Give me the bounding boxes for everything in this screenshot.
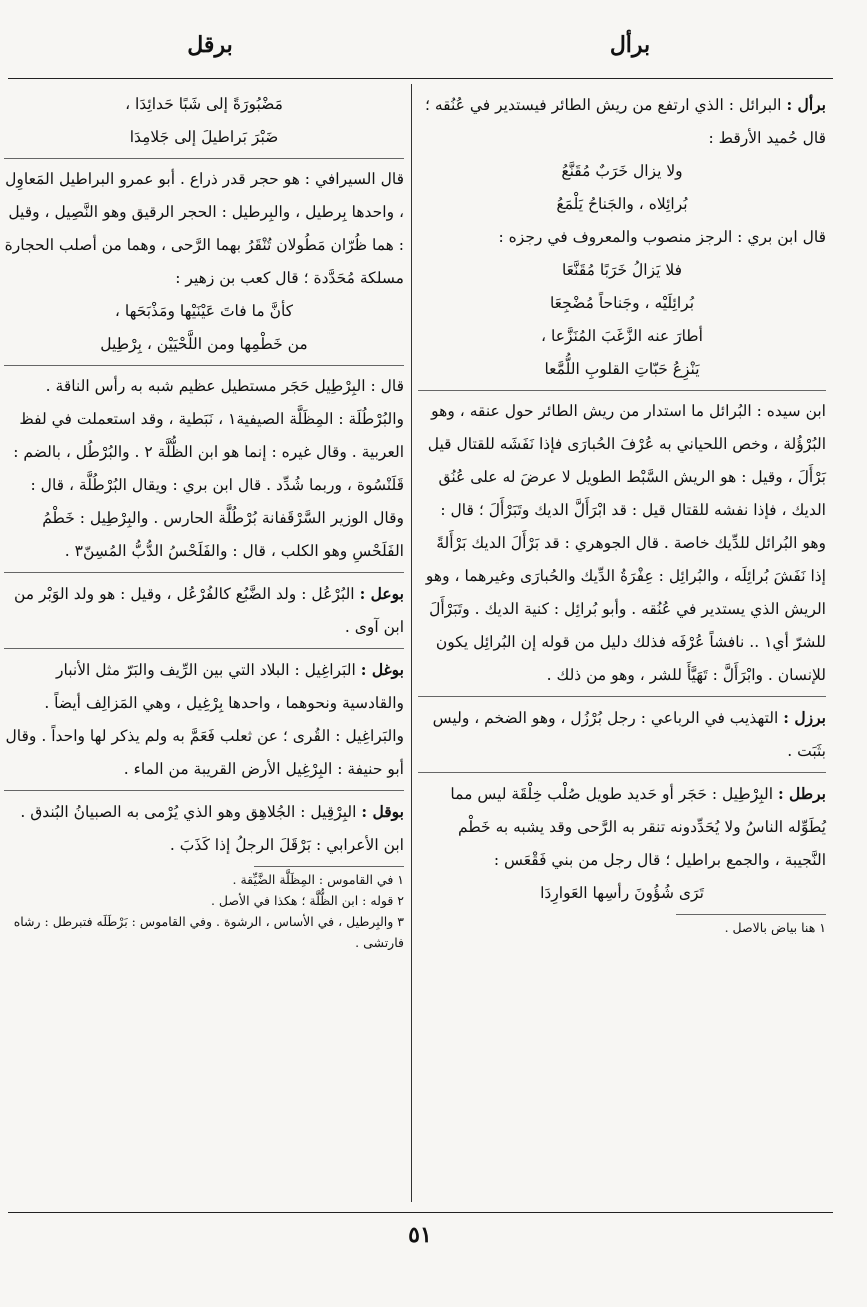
verse-line: تَرَى شُؤُونَ رأسِها العَوارِدَا xyxy=(540,884,704,902)
paragraph: قال السيرافي : هو حجر قدر ذراع . أبو عمرو البراطيل المَعاوِل ، واحدها بِرطيل ، والبِرطيل : الحجر الرقيق وهو النَّصِيل ، وقيل : هما ظُرّان مَطُولان تُنْقَرُ بهما الرَّحى ، وهما من أصلب الحجارة مسلكة مُحَدَّدة ؛ قال كعب بن زهير : xyxy=(4,170,404,287)
entry-text: البُرْعُل : ولد الضَّبُع كالفُرْعُل ، وقيل : هو ولد الوَبْر من ابن آوى . xyxy=(13,585,404,636)
footnote-separator xyxy=(254,866,404,867)
separator xyxy=(4,572,404,573)
verse-line: أطارَ عنه الزَّغَبَ المُنَزَّعا ، xyxy=(541,327,703,345)
verse-line: كأنَّ ما فاتَ عَيْنَيْها ومَذْبَحَها ، xyxy=(114,302,294,320)
separator xyxy=(418,772,826,773)
entry-bartal xyxy=(418,777,826,877)
entry-head-barghal: بوغل : xyxy=(360,660,404,679)
entry-text: التهذيب في الرباعي : رجل بُرْزُل ، وهو الضخم ، وليس بثَبَت . xyxy=(432,709,826,760)
separator xyxy=(4,365,404,366)
entry-baral xyxy=(4,577,404,644)
bottom-rule xyxy=(8,1212,833,1213)
right-column xyxy=(418,88,826,938)
separator xyxy=(4,790,404,791)
header-right-title: برأل xyxy=(609,32,651,58)
verse-line: ولا يزال خَرَبٌ مُقَنَّعُ xyxy=(561,162,683,180)
page-number: ٥١ xyxy=(408,1222,432,1248)
footnote: ١ في القاموس : المِظَلَّة الضَّيِّقة . xyxy=(232,872,404,887)
entry-text: البِرْطِيل : حَجَر أو حَديد طويل صُلْب خِلْقَة ليس مما يُطَوِّله الناسُ ولا يُحَدِّدونه تنقر به الرَّحى وقد يشبه به خَطْم النَّجيبة ، والجمع براطيل ؛ قال رجل من بني فَقْعَس : xyxy=(450,785,826,869)
verse-line: يَنْزِعُ حَبّاتِ القلوبِ اللُّمَّعا xyxy=(544,360,700,378)
verse-line: بُرائِلَيْه ، وجَناحاً مُضْجِعَا xyxy=(549,294,695,312)
paragraph: ابن سيده : البُرائل ما استدار من ريش الطائر حول عنقه ، وهو البُرْؤُلة ، وخص اللحياني به عُرْفَ الحُبارَى فإذا نَفَشَه للقتال قيل بَرْأَلَ ، وقيل : هو الريش السَّبْط الطويل لا عرضَ له على عُنُق الديك ، فإذا نفشه للقتال قيل : قد ابْرَأَلَّ الديك وتَبَرْأَلَ ؛ قال : وهو البُرائل للدِّيك خاصة . قال الجوهري : قد بَرْأَلَ الديك بَرْأَلةً إذا نَفَشَ بُرائِلَه ، والبُرائِل : عِفْرَةُ الدِّيك والحُبارَى وغيرهما ، وهو الريش الذي يستدير في عُنُقه . وأبو بُرائِل : كنية الديك . وتَبَرْأَلَ للشرّ أي١ .. نافشاً عُرْفَه فذلك دليل من قوله إن البُرائِل يكون للإنسان . وابْرَأَلَّ : تَهَيَّأَ للشر ، وهو من ذلك . xyxy=(425,402,826,684)
entry-barala xyxy=(418,88,826,155)
entry-text: البرائل : الذي ارتفع من ريش الطائر فيستدير في عُنُقه ؛ قال حُميد الأرقط : xyxy=(424,96,826,147)
entry-head-bartal: برطل : xyxy=(777,784,826,803)
entry-head-barala: برأل : xyxy=(786,95,826,114)
footnote: ٢ قوله : ابن الظُّلَّة ؛ هكذا في الأصل . xyxy=(210,893,404,908)
footnote-separator xyxy=(676,914,826,915)
top-rule xyxy=(8,78,833,79)
header-left-title: برقل xyxy=(187,32,233,58)
verse-line: ضَبْرَ بَراطيلَ إلى جَلامِدَا xyxy=(129,128,279,146)
verse-line: من خَطْمِها ومن اللَّحْيَيْن ، بِرْطِيل xyxy=(100,335,308,353)
left-column xyxy=(4,88,404,953)
separator xyxy=(418,390,826,391)
entry-barqal xyxy=(4,795,404,862)
verse-line: مَضْبُورَةً إلى شَبًا حَدائِدَا ، xyxy=(125,95,283,113)
entry-text: البَراغِيل : البلاد التي بين الرِّيف والبَرّ مثل الأنبار والقادسية ونحوهما ، واحدها بِرْغِيل ، وهي المَزالِف أيضاً . والبَراغِيل : القُرى ؛ عن ثعلب فَعَمَّ به ولم يذكر لها واحداً . وقال أبو حنيفة : البِرْغِيل الأرض القريبة من الماء . xyxy=(5,661,404,778)
verse-line: فلا يَزالُ خَرَبًا مُقَنَّعَا xyxy=(561,261,683,279)
column-divider xyxy=(411,84,412,1202)
separator xyxy=(418,696,826,697)
entry-barzal xyxy=(418,701,826,768)
paragraph: قال : البِرْطِيل حَجَر مستطيل عظيم شبه به رأس الناقة . والبُرْطُلَة : المِظَلَّة الصيفية١ ، نَبَطية ، وقد استعملت في لفظ العربية . وقال غيره : إنما هو ابن الظُّلَّة ٢ . والبُرْطُل ، بالضم : قَلَنْسُوة ، وربما شُدِّد . قال ابن بري : ويقال البُرْطُلَّة ، قال : وقال الوزير السَّرْقَفانة بُرْطُلَّة الحارس . والبِرْطِيل : خَطْمُ الفَلَحْسِ وهو الكلب ، قال : والفَلَحْسُ الدُّبُّ المُسِنّ٣ . xyxy=(13,377,404,560)
separator xyxy=(4,158,404,159)
separator xyxy=(4,648,404,649)
footnote: ٣ والبِرطيل ، في الأساس ، الرشوة . وفي القاموس : بَرْطَلَه فتبرطل : رشاه فارتشى . xyxy=(13,914,404,950)
footnote: ١ هنا بياض بالاصل . xyxy=(724,920,826,935)
entry-text: البِرْقِيل : الجُلاهِق وهو الذي يُرْمى به الصبيانُ البُندق . ابن الأعرابي : بَرْقَلَ الرجلُ إذا كَذَبَ . xyxy=(20,803,404,854)
entry-barghal xyxy=(4,653,404,786)
verse-line: بُرائِلاه ، والجَناحُ يَلْمَعُ xyxy=(556,195,688,213)
paragraph: قال ابن بري : الرجز منصوب والمعروف في رجزه : xyxy=(498,228,826,246)
entry-head-baral: بوعل : xyxy=(359,584,404,603)
entry-head-barqal: بوقل : xyxy=(361,802,404,821)
entry-head-barzal: برزل : xyxy=(783,708,826,727)
